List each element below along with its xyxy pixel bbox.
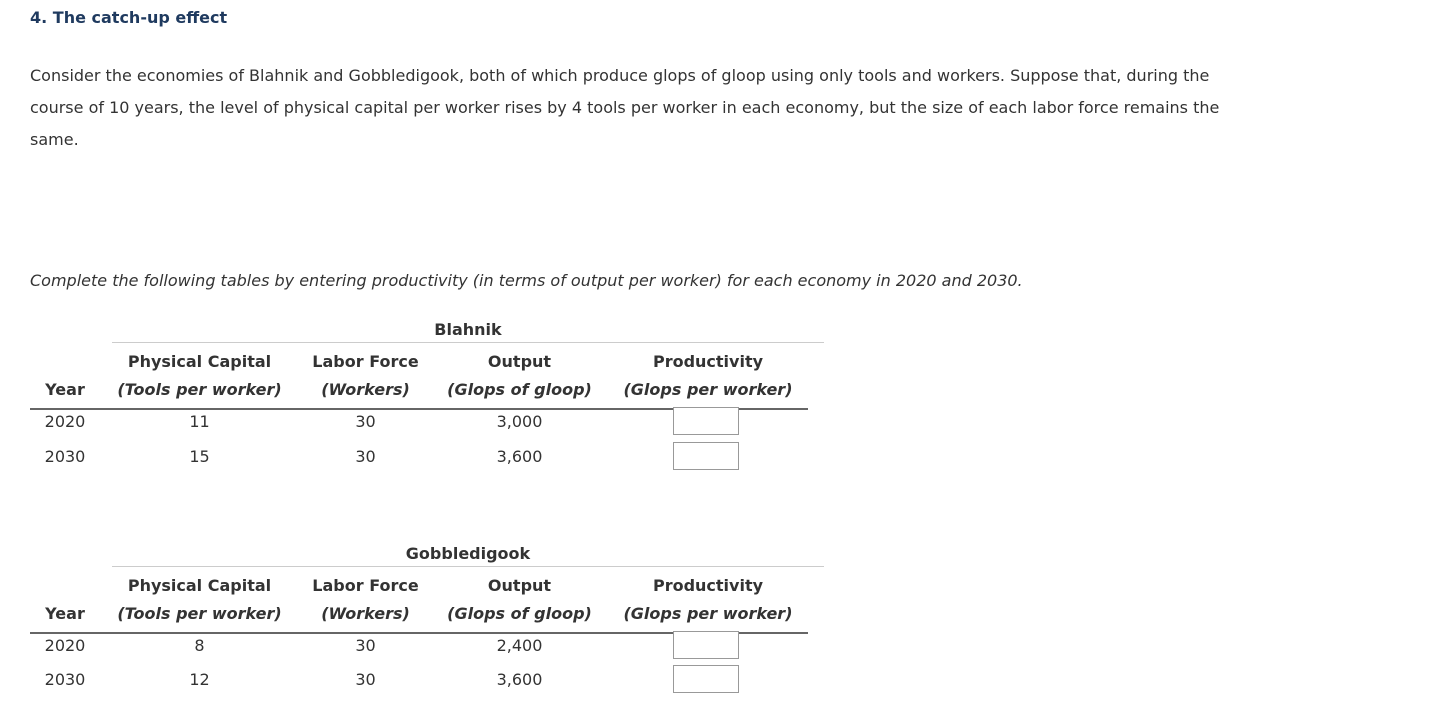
economy-name: Blahnik bbox=[112, 318, 824, 343]
row-capital: 12 bbox=[189, 670, 210, 689]
question-paragraph: Consider the economies of Blahnik and Gobbledigook, both of which produce glops of gloop using only tools and workers. Suppose that, during the course of 10 years, the level of physical capital per worker rises by 4 tools per worker in each economy, but the size of each labor force remains the same. bbox=[30, 66, 1220, 149]
header-capital: Physical Capital bbox=[127, 352, 272, 371]
header-output-unit: (Glops of gloop) bbox=[447, 604, 592, 623]
row-labor: 30 bbox=[355, 447, 376, 466]
productivity-input-gobbledigook-2030[interactable] bbox=[673, 665, 739, 693]
header-capital: Physical Capital bbox=[127, 576, 272, 595]
header-labor: Labor Force bbox=[312, 576, 419, 595]
header-output-unit: (Glops of gloop) bbox=[447, 380, 592, 399]
row-output: 2,400 bbox=[496, 636, 543, 655]
row-output: 3,600 bbox=[496, 447, 543, 466]
row-capital: 15 bbox=[189, 447, 210, 466]
header-year: Year bbox=[45, 380, 85, 399]
table-blahnik bbox=[30, 318, 810, 478]
header-year: Year bbox=[45, 604, 85, 623]
question-title: 4. The catch-up effect bbox=[30, 8, 228, 27]
row-year: 2030 bbox=[44, 670, 86, 689]
row-labor: 30 bbox=[355, 636, 376, 655]
productivity-input-gobbledigook-2020[interactable] bbox=[673, 631, 739, 659]
row-labor: 30 bbox=[355, 412, 376, 431]
header-productivity: Productivity bbox=[652, 352, 764, 371]
productivity-input-blahnik-2030[interactable] bbox=[673, 442, 739, 470]
row-year: 2020 bbox=[44, 412, 86, 431]
header-output: Output bbox=[487, 352, 552, 371]
row-output: 3,600 bbox=[496, 670, 543, 689]
header-labor: Labor Force bbox=[312, 352, 419, 371]
header-productivity: Productivity bbox=[652, 576, 764, 595]
row-capital: 11 bbox=[189, 412, 210, 431]
header-output: Output bbox=[487, 576, 552, 595]
row-output: 3,000 bbox=[496, 412, 543, 431]
header-productivity-unit: (Glops per worker) bbox=[623, 604, 793, 623]
economy-name: Gobbledigook bbox=[112, 542, 824, 567]
header-labor-unit: (Workers) bbox=[321, 380, 410, 399]
row-year: 2030 bbox=[44, 447, 86, 466]
instruction-text: Complete the following tables by entering productivity (in terms of output per worker) for each economy in 2020 and 2030. bbox=[30, 271, 1023, 290]
header-labor-unit: (Workers) bbox=[321, 604, 410, 623]
header-capital-unit: (Tools per worker) bbox=[117, 604, 282, 623]
row-capital: 8 bbox=[194, 636, 205, 655]
row-labor: 30 bbox=[355, 670, 376, 689]
row-year: 2020 bbox=[44, 636, 86, 655]
productivity-input-blahnik-2020[interactable] bbox=[673, 407, 739, 435]
header-productivity-unit: (Glops per worker) bbox=[623, 380, 793, 399]
table-gobbledigook bbox=[30, 542, 810, 707]
header-capital-unit: (Tools per worker) bbox=[117, 380, 282, 399]
